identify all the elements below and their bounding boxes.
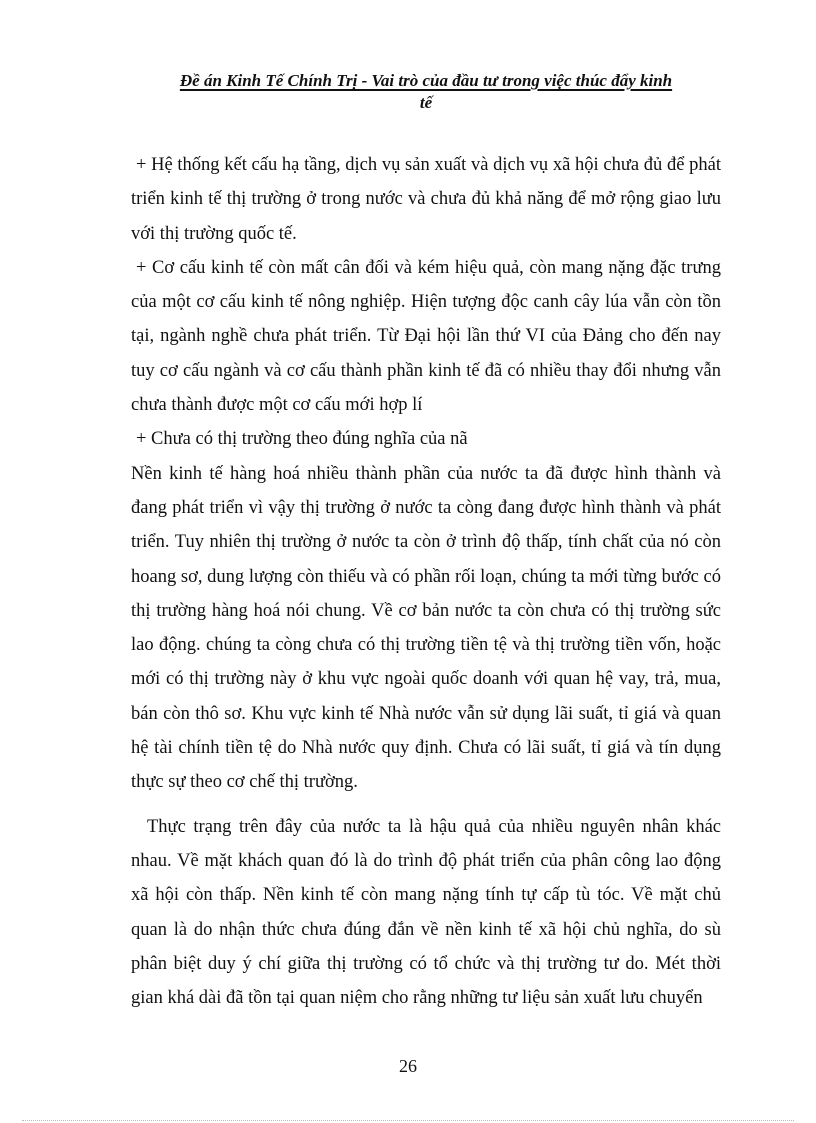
paragraph-market-details: Nền kinh tế hàng hoá nhiều thành phần của nước ta đã được hình thành và đang phát triển vì vậy thị trường ở nước ta còng đang được hình thành và phát triển. Tuy nhiên thị trường ở nước ta còn ở trình độ thấp, tính chất của nó còn hoang sơ, dung lượng còn thiếu và có phần rối loạn, chúng ta mới từng bước có thị trường hàng hoá nói chung. Về cơ bản nước ta còn chưa có thị trường sức lao động. chúng ta còng chưa có thị trường tiền tệ và thị trường tiền vốn, hoặc mới có thị trường này ở khu vực ngoài quốc doanh với quan hệ vay, trả, mua, bán còn thô sơ. Khu vực kinh tế Nhà nước vẫn sử dụng lãi suất, tỉ giá và quan hệ tài chính tiền tệ do Nhà nước quy định. Chưa có lãi suất, tỉ giá và tín dụng thực sự theo cơ chế thị trường. <box>131 463 721 793</box>
body-text <box>131 148 721 1015</box>
paragraph-economic-structure: + Cơ cấu kinh tế còn mất cân đối và kém hiệu quả, còn mang nặng đặc trưng của một cơ cấu kinh tế nông nghiệp. Hiện tượng độc canh cây lúa vẫn còn tồn tại, ngành nghề chưa phát triển. Từ Đại hội lần thứ VI của Đảng cho đến nay tuy cơ cấu ngành và cơ cấu thành phần kinh tế đã có nhiều thay đổi nhưng vẫn chưa thành được một cơ cấu mới hợp lí <box>131 257 721 416</box>
header-line-1: Đề án Kinh Tế Chính Trị - Vai trò của đầu tư trong việc thúc đẩy kinh <box>179 71 673 90</box>
footer-divider <box>22 1120 794 1121</box>
running-header <box>128 70 724 114</box>
header-line-2: tế <box>419 93 433 112</box>
page-number: 26 <box>399 1056 417 1076</box>
paragraph-causes: Thực trạng trên đây của nước ta là hậu quả của nhiều nguyên nhân khác nhau. Về mặt khách quan đó là do trình độ phát triển của phân công lao động xã hội còn thấp. Nền kinh tế còn mang nặng tính tự cấp tù tóc. Về mặt chủ quan là do nhận thức chưa đúng đắn về nền kinh tế xã hội chủ nghĩa, do sù phân biệt duy ý chí giữa thị trường có tổ chức và thị trường tư do. Mét thời gian khá dài đã tồn tại quan niệm cho rằng những tư liệu sản xuất lưu chuyển <box>131 816 721 1009</box>
paragraph-infrastructure: + Hệ thống kết cấu hạ tầng, dịch vụ sản xuất và dịch vụ xã hội chưa đủ để phát triển kinh tế thị trường ở trong nước và chưa đủ khả năng để mở rộng giao lưu với thị trường quốc tế. <box>131 155 721 244</box>
paragraph-market-heading: + Chưa có thị trường theo đúng nghĩa của nã <box>136 429 468 450</box>
